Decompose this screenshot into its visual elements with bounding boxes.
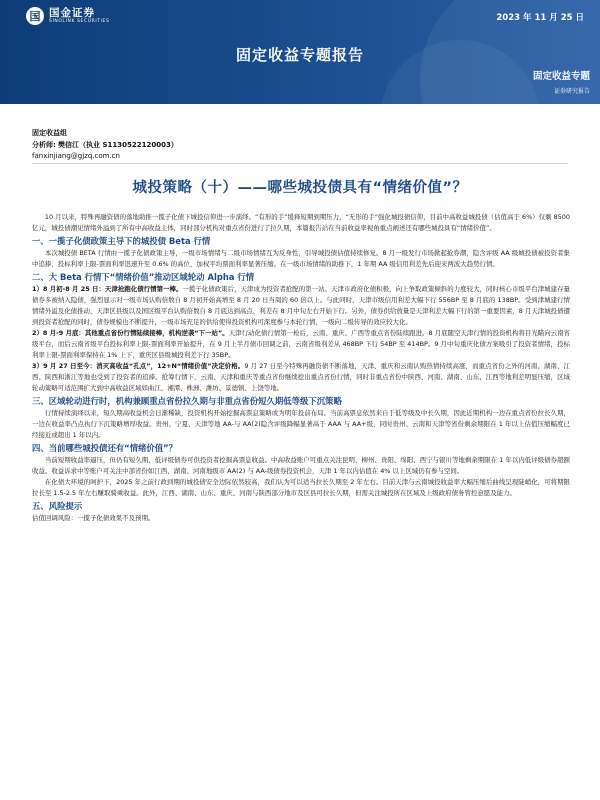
- section-1-body: 本次城投债 BETA 行情由一揽子化债政策主导，一级市场情绪与二级市场情绪互为反身性，引导城投债估值持续修复。8 月一级发行市场掀起抢券潮，隐含评级 AA 级城投债被投资者集中追捧，投标利率上限-票面利率迅速升至 0.6% 的高位，加权平均票面利率显著压缩。在一级市场情绪的助推下，1 年期 AA 级信用利差先后迎来两波大趋势行情。: [32, 249, 570, 268]
- analyst-line: [32, 140, 178, 152]
- report-type-block: [533, 68, 590, 95]
- section-2-text-1: 一揽子化债政策后，天津成为投资者抢配的第一站。天津市政府化债积极，向上争取政策倾斜的力度较大，同时核心市级平台津城建存量债券多被纳入隐债，强烈显示对一级市场认购倍数自 8 月初开始高增至 8 月 20 日当周的 60 倍以上。与此同时，天津市级信用利差大幅下行 556BP 至 8 月底的 138BP。受到津城建行情情绪外溢及化债推动，天津区县级以及国区级平台认购倍数自 8 月底达到高点，利差在 8 月中旬左右开始下行。另外，债券供给放量是天津利差大幅下行的第一重要因素，8 月天津城投债遭到投资者抢配的同时，债券规模也不断提升，一级市场充足的供给使得投资机构可深度参与本轮行情，一级向二级传导的效应较大化。: [32, 285, 570, 326]
- section-2-text-3: 9 月 27 日至今特殊再融资债不断落地，天津、重庆和云南认购热情持续高涨，而重点省份之外的河南、湖南、江西、陕西和浙江等地也受到了投资者的追捧。抢筹行情下，云南、天津和重庆等重点省份继续挖出重点省份行情，同时非重点省份中陕西、河南、湖南、山东、江西等地利差明显压缩，区域轮动策略可适范围扩大到中高收益区域如曲江、湘潭、株洲、潍坊、景德镇、上饶等地。: [32, 362, 570, 392]
- section-5-body: 估值回调风险：一揽子化债效果不及预期。: [32, 514, 155, 522]
- author-block: [32, 128, 178, 163]
- analyst-label: 分析师:: [32, 140, 56, 149]
- section-2-lead-2: 2）8 月-9 月底：其他重点省份行情陆续接棒，机构逆袭“下一站”。: [32, 329, 229, 337]
- section-2-lead-1: 1）8 月初-8 月 25 日：天津抢跑化债行情第一棒。: [32, 285, 183, 293]
- section-2-paragraph-1: [32, 284, 570, 328]
- section-2-paragraph-2: [32, 328, 570, 361]
- section-5-heading: 五、风险提示: [32, 501, 83, 511]
- section-4-paragraph-2: 在化债大环境的呵护下，2025 年之前行政到期的城投债安全边际依然较高，我们认为可以适当拉长久期至 2 年左右。目前天津与云南城投收益率大幅压缩后曲线呈现陡峭化，可将期限拉长至 1.5-2.5 年左右赚取骑乘收益。此外，江西、湖南、山东、重庆、河南与陕西部分地市及区县可拉长久期，但需关注城投所在区域及上级政府债务管控意愿及能力。: [32, 478, 570, 497]
- company-logo: [26, 7, 109, 25]
- section-1-heading: 一、一揽子化债政策主导下的城投债 Beta 行情: [32, 236, 211, 246]
- report-dept: 证券研究报告: [553, 88, 590, 95]
- section-2-paragraph-3: [32, 361, 570, 394]
- section-2-text-2: 天津行动化债行情第一枪后，云南、重庆、广西等重点省份陆续跟进。8 月底随空天津行情的投资机构将目光瞄向云南省级平台，而后云南省级平台投标利率上限-票面利率开始提升，在 9 月上半月债市回调之前，云南省级利差从 468BP 下行 54BP 至 414BP。9 月中旬重庆化债方案吸引了投资者情绪，投标利率上限-票面利率保持在 1% 上下，重庆区县级城投利差下行 35BP。: [32, 329, 570, 359]
- document-title: 城投策略（十）——哪些城投债具有“情绪价值”？: [132, 180, 468, 196]
- section-3-body: 行情持续演绎以来，短久期高收益机会日渐稀缺，投资机构开始挖掘高票息策略或为明年投前布局。当前高票息依然来自于低等级及中长久期，因此近期机构一边在重点省份拉长久期，一边在收益率凸点执行下沉策略增厚收益。贵州、宁夏、天津等地 AA-与 AA(2)隐含评级降幅显著高于 AAA 与 AA+级，同时贵州、云南和天津等省份剩余期限在 1 年以上估值压缩幅度已经接近或超出 1 年以内。: [32, 409, 570, 439]
- report-banner: [0, 0, 600, 104]
- logo-en: SINOLINK SECURITIES: [49, 19, 110, 24]
- author-group: 固定收益组: [32, 129, 67, 137]
- report-type: 固定收益专题: [532, 71, 590, 82]
- section-4-heading: 四、当前哪些城投债还有“情绪价值”？: [32, 443, 178, 453]
- section-2-lead-3: 3）9 月 27 日至今：消灭高收益“孔点”，12+N“情绪价值”决定价格。: [32, 362, 245, 370]
- section-2-heading: 二、大 Beta 行情下“情绪价值”推动区域轮动 Alpha 行情: [32, 272, 255, 282]
- logo-mark-icon: 国: [26, 7, 44, 25]
- report-body: [32, 212, 570, 524]
- section-4-paragraph-1: 当前短期收益率逼压，但仍有短久期、低评级债券可供投资者挖掘高票息收益。中高收益账户可重点关注昆明、柳州、贵阳、绵阳、西宁与银川等地剩余期限在 1 年以内低评级债券超额收益。收益诉求中等账户可关注中部省份如江西、湖南、河南地级市 AA(2) 与 AA-级债券投资机会，天津 1 年以内估值在 4% 以上区域仍有参与空间。: [32, 456, 570, 475]
- logo-cn: 国金证券: [49, 6, 95, 19]
- divider: [32, 163, 568, 164]
- intro-paragraph: 10 月以来，特殊再融资债的落地助推一揽子化债下城投信仰进一步演绎。“有形的手”缓释短期到期压力，“无形的手”强化城投债信仰，目前中高收益城投债（估值高于 6%）仅剩 8500 亿元，城投债潮见情绪外溢到了所有中高收益主体，同时部分机构对重点省份进行了拉久期，本篇报告站在当前收益率视角重点阐述还有哪些城投具有“情绪价值”。: [32, 213, 570, 232]
- banner-title: 固定收益专题报告: [235, 46, 364, 64]
- report-date: 2023 年 11 月 25 日: [496, 13, 584, 23]
- section-3-heading: 三、区域轮动进行时，机构兼顾重点省份拉久期与非重点省份短久期低等级下沉策略: [32, 396, 342, 406]
- analyst-email[interactable]: fanxinjiang@gjzq.com.cn: [32, 152, 120, 160]
- analyst-name: 樊信江（执业 S1130522120003）: [58, 140, 178, 149]
